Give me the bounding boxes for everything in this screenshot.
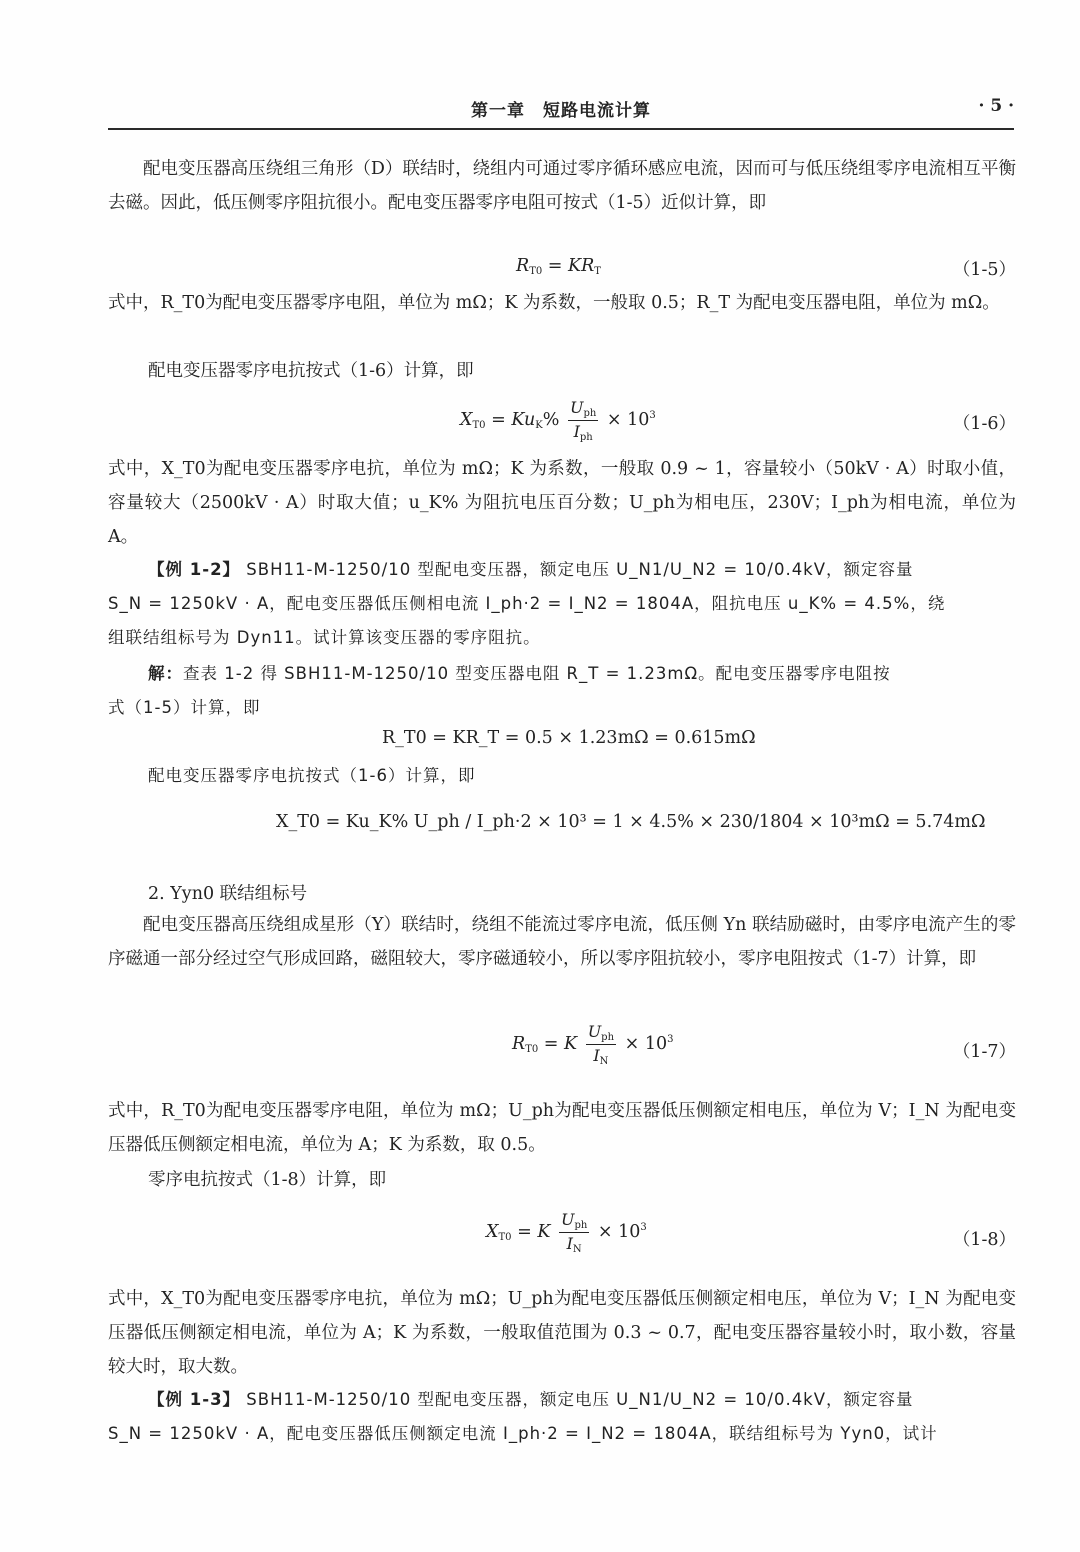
example-1-3-line-2: S_N = 1250kV · A，配电变压器低压侧额定电流 I_ph·2 = I_N2 = 1804A，联结组标号为 Yyn0，试计	[108, 1424, 938, 1443]
equation-1-8	[108, 1206, 1016, 1268]
example-1-2-label: 【例 1-2】	[148, 560, 241, 579]
solution-line-1: 解：查表 1-2 得 SBH11-M-1250/10 型变压器电阻 R_T = 1.23mΩ。配电变压器零序电阻按	[148, 664, 891, 683]
page-number: · 5 ·	[978, 96, 1014, 116]
paragraph-star-connection: 配电变压器高压绕组成星形（Y）联结时，绕组不能流过零序电流，低压侧 Yn 联结励磁时，由零序电流产生的零序磁通一部分经过空气形成回路，磁阻较大，零序磁通较小，所以零序阻抗较小，零序电阻按式（1-7）计算，即	[108, 915, 1016, 969]
fraction-uph-in: $\frac{U_{ph}}{I_N}$	[560, 1210, 588, 1255]
equation-rt0-result: R_T0 = KR_T = 0.5 × 1.23mΩ = 0.615mΩ	[382, 728, 756, 748]
example-1-2-line-1: 【例 1-2】 SBH11-M-1250/10 型配电变压器，额定电压 U_N1/U_N2 = 10/0.4kV，额定容量	[148, 560, 914, 579]
equation-1-6	[108, 392, 1016, 454]
chapter-title: 第一章 短路电流计算	[471, 101, 651, 121]
equation-number: （1-5）	[952, 260, 1016, 280]
paragraph-eq-1-8-definitions: 式中，X_T0为配电变压器零序电抗，单位为 mΩ；U_ph为配电变压器低压侧额定相电压，单位为 V；I_N 为配电变压器低压侧额定相电流，单位为 A；K 为系数，一般取值范围为 0.3 ~ 0.7，配电变压器容量较小时，取小数，容量较大时，取大数。	[108, 1289, 1016, 1377]
equation-1-6-body: $X_{T0} = Ku_K\%$ $\frac{U_{ph}}{I_{ph}}$ × $10^3$	[460, 398, 656, 443]
solution-line-2: 式（1-5）计算，即	[108, 698, 261, 717]
equation-1-8-body: $X_{T0} = K$ $\frac{U_{ph}}{I_N}$ × $10^3$	[486, 1210, 647, 1255]
paragraph-eq-1-6-definitions: 式中，X_T0为配电变压器零序电抗，单位为 mΩ；K 为系数，一般取 0.9 ~ 1，容量较小（50kV · A）时取小值，容量较大（2500kV · A）时取大值；u_K% 为阻抗电压百分数；U_ph为相电压，230V；I_ph为相电流，单位为 A。	[108, 459, 1016, 547]
running-header	[108, 96, 1014, 124]
equation-number: （1-8）	[952, 1230, 1016, 1250]
section-heading-yyn0: 2. Yyn0 联结组标号	[148, 884, 308, 904]
paragraph-eq-1-6-intro: 配电变压器零序电抗按式（1-6）计算，即	[148, 361, 474, 381]
equation-1-7-body: $R_{T0} = K$ $\frac{U_{ph}}{I_N}$ × $10^3$	[512, 1022, 674, 1067]
solution-label: 解：	[148, 664, 183, 683]
equation-xt0-result: X_T0 = Ku_K% U_ph / I_ph·2 × 10³ = 1 × 4.5% × 230/1804 × 10³mΩ = 5.74mΩ	[276, 812, 986, 832]
fraction-uph-iph: $\frac{U_{ph}}{I_{ph}}$	[570, 398, 597, 443]
paragraph-delta-connection: 配电变压器高压绕组三角形（D）联结时，绕组内可通过零序循环感应电流，因而可与低压绕组零序电流相互平衡去磁。因此，低压侧零序阻抗很小。配电变压器零序电阻可按式（1-5）近似计算，即	[108, 159, 1016, 213]
header-rule	[108, 128, 1014, 130]
equation-1-5-body: $R_{T0} = KR_T$	[516, 256, 601, 277]
solution-line-3: 配电变压器零序电抗按式（1-6）计算，即	[148, 766, 476, 785]
equation-1-7	[108, 1018, 1016, 1080]
equation-1-5	[108, 256, 1016, 284]
equation-number: （1-7）	[952, 1042, 1016, 1062]
example-1-3-line-1: 【例 1-3】 SBH11-M-1250/10 型配电变压器，额定电压 U_N1/U_N2 = 10/0.4kV，额定容量	[148, 1390, 914, 1409]
example-1-2-line-2: S_N = 1250kV · A，配电变压器低压侧相电流 I_ph·2 = I_N2 = 1804A，阻抗电压 u_K% = 4.5%，绕	[108, 594, 946, 613]
example-1-3-label: 【例 1-3】	[148, 1390, 241, 1409]
fraction-uph-in: $\frac{U_{ph}}{I_N}$	[587, 1022, 615, 1067]
paragraph-eq-1-7-definitions: 式中，R_T0为配电变压器零序电阻，单位为 mΩ；U_ph为配电变压器低压侧额定相电压，单位为 V；I_N 为配电变压器低压侧额定相电流，单位为 A；K 为系数，取 0.5。	[108, 1101, 1016, 1155]
paragraph-eq-1-8-intro: 零序电抗按式（1-8）计算，即	[148, 1170, 387, 1190]
example-1-2-line-3: 组联结组标号为 Dyn11。试计算该变压器的零序阻抗。	[108, 628, 541, 647]
equation-number: （1-6）	[952, 414, 1016, 434]
paragraph-eq-1-5-definitions: 式中，R_T0为配电变压器零序电阻，单位为 mΩ；K 为系数，一般取 0.5；R_T 为配电变压器电阻，单位为 mΩ。	[108, 293, 1000, 313]
